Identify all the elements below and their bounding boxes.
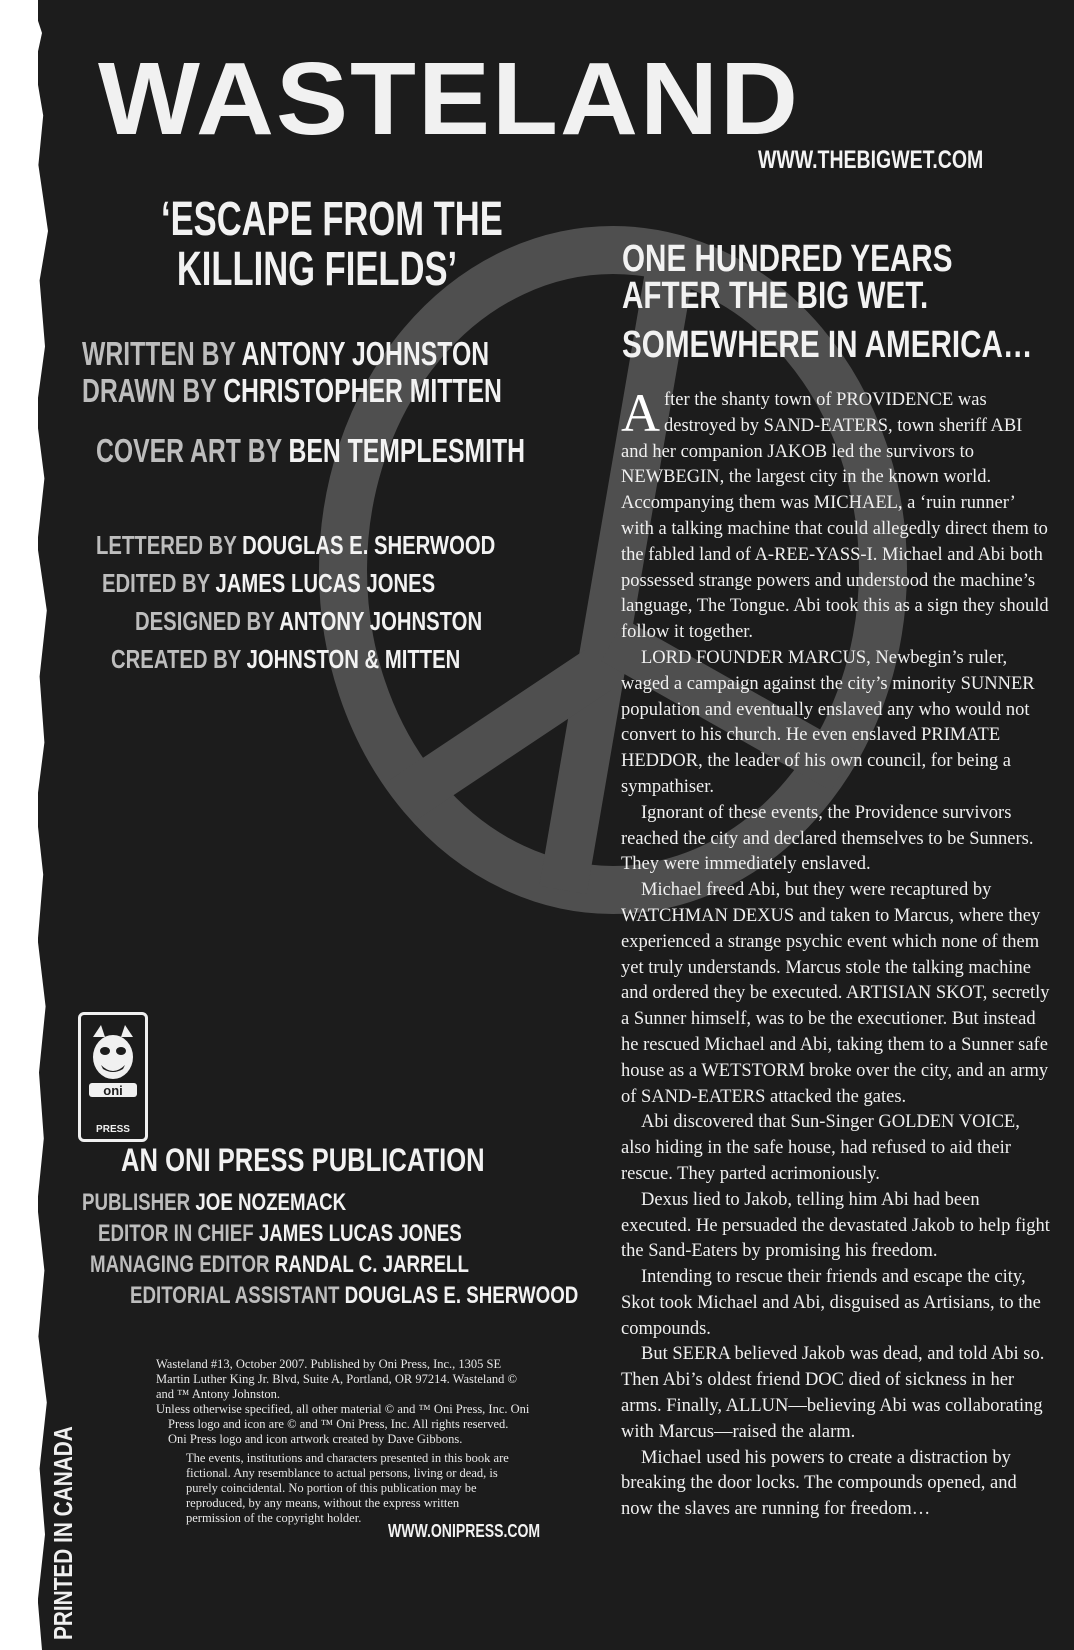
recap-paragraph-3: Ignorant of these events, the Providence survivors reached the city and declared themselves to be Sunners. They were immediately enslaved. xyxy=(621,802,1034,875)
oni-logo-text: oni xyxy=(103,1083,123,1098)
credit-written: WRITTEN BY ANTONY JOHNSTON xyxy=(82,335,490,372)
intro-line3: SOMEWHERE IN AMERICA… xyxy=(622,324,1033,366)
credit-drawn: DRAWN BY CHRISTOPHER MITTEN xyxy=(82,372,502,409)
printed-in-canada: PRINTED IN CANADA xyxy=(48,1426,78,1640)
recap-paragraph-8: But SEERA believed Jakob was dead, and told Abi so. Then Abi’s oldest friend DOC died of sickness in her arms. Finally, ALLUN—believing Abi was collaborating with Marcus—raised the alarm. xyxy=(621,1344,1045,1442)
recap-paragraph-6: Dexus lied to Jakob, telling him Abi had been executed. He persuaded the devastated Jakob to help fight the Sand-Eaters by promising his freedom. xyxy=(621,1189,1050,1262)
recap-text xyxy=(621,383,1051,1523)
masthead-title: WASTELAND xyxy=(98,41,800,156)
story-title-line1: ‘ESCAPE FROM THE xyxy=(161,193,503,246)
recap-paragraph-7: Intending to rescue their friends and escape the city, Skot took Michael and Abi, disguised as Artisians, to the compounds. xyxy=(621,1267,1041,1339)
staff-editor-in-chief: EDITOR IN CHIEF JAMES LUCAS JONES xyxy=(98,1220,462,1247)
recap-paragraph-2: LORD FOUNDER MARCUS, Newbegin’s ruler, waged a campaign against the city’s minority SUNNER population and eventually enslaved any who would not convert to his church. He even enslaved PRIMATE HEDDOR, the leader of his own council, for being a sympathiser. xyxy=(621,647,1035,797)
oni-url[interactable]: WWW.ONIPRESS.COM xyxy=(388,1521,541,1541)
credit-created: CREATED BY JOHNSTON & MITTEN xyxy=(111,644,461,674)
legal-publication-info: Wasteland #13, October 2007. Published by Oni Press, Inc., 1305 SE Martin Luther King Jr. Blvd, Suite A, Portland, OR 97214. Wasteland © and ™ Antony Johnston. xyxy=(156,1357,518,1401)
oni-press-logo xyxy=(78,1012,148,1142)
legal-notice xyxy=(156,1357,541,1541)
intro-line2: AFTER THE BIG WET. xyxy=(622,275,929,317)
story-title xyxy=(161,195,503,295)
recap-paragraph-4: Michael freed Abi, but they were recaptured by WATCHMAN DEXUS and taken to Marcus, where they experienced a strange psychic event which none of them yet truly understands. Marcus stole the talking machine and ordered they be executed. ARTISIAN SKOT, secretly a Sunner himself, was to be the executioner. But instead he rescued Michael and Abi, taking them to a Sunner safe house as a WETSTORM broke over the city, and an army of SAND-EATERS attacked the gates. xyxy=(621,880,1050,1107)
drop-cap: A xyxy=(621,383,660,443)
publication-heading: AN ONI PRESS PUBLICATION xyxy=(121,1142,485,1178)
credit-edited: EDITED BY JAMES LUCAS JONES xyxy=(102,568,436,598)
oni-logo-press: PRESS xyxy=(96,1124,130,1135)
recap-paragraph-1: After the shanty town of PROVIDENCE was destroyed by SAND-EATERS, town sheriff ABI and her companion JAKOB led the survivors to NEWBEGIN, the largest city in the known world. Accompanying them was MICHAEL, a ‘ruin runner’ with a talking machine that could allegedly direct them to the fabled land of A-REE-YASS-I. Michael and Abi both possessed strange powers and understood the machine’s language, The Tongue. Abi took this as a sign they should follow it together. xyxy=(621,383,1049,643)
credit-designed: DESIGNED BY ANTONY JOHNSTON xyxy=(135,606,483,636)
staff-managing-editor: MANAGING EDITOR RANDAL C. JARRELL xyxy=(90,1251,469,1278)
legal-logo-credit: Oni Press logo and icon artwork created by Dave Gibbons. xyxy=(168,1432,463,1446)
recap-paragraph-9: Michael used his powers to create a distraction by breaking the door locks. The compounds opened, and now the slaves are running for freedom… xyxy=(621,1447,1017,1520)
legal-disclaimer: The events, institutions and characters presented in this book are fictional. Any resemblance to actual persons, living or dead, is purely coincidental. No portion of this publication may be reproduced, by any means, without the express written permission of the copyright holder. xyxy=(186,1451,509,1525)
credit-cover: COVER ART BY BEN TEMPLESMITH xyxy=(96,432,526,469)
legal-copyright: Unless otherwise specified, all other material © and ™ Oni Press, Inc. Oni Press logo and icon are © and ™ Oni Press, Inc. All rights reserved. xyxy=(156,1402,530,1431)
story-title-line2: KILLING FIELDS’ xyxy=(176,243,458,296)
masthead-url[interactable]: WWW.THEBIGWET.COM xyxy=(758,146,984,174)
page xyxy=(38,0,1074,1650)
recap-paragraph-5: Abi discovered that Sun-Singer GOLDEN VOICE, also hiding in the safe house, had refused to aid their rescue. They parted acrimoniously. xyxy=(621,1112,1020,1184)
credit-lettered: LETTERED BY DOUGLAS E. SHERWOOD xyxy=(96,530,496,560)
staff-editorial-assistant: EDITORIAL ASSISTANT DOUGLAS E. SHERWOOD xyxy=(130,1282,579,1309)
staff-publisher: PUBLISHER JOE NOZEMACK xyxy=(82,1189,347,1216)
intro-line1: ONE HUNDRED YEARS xyxy=(622,238,953,280)
